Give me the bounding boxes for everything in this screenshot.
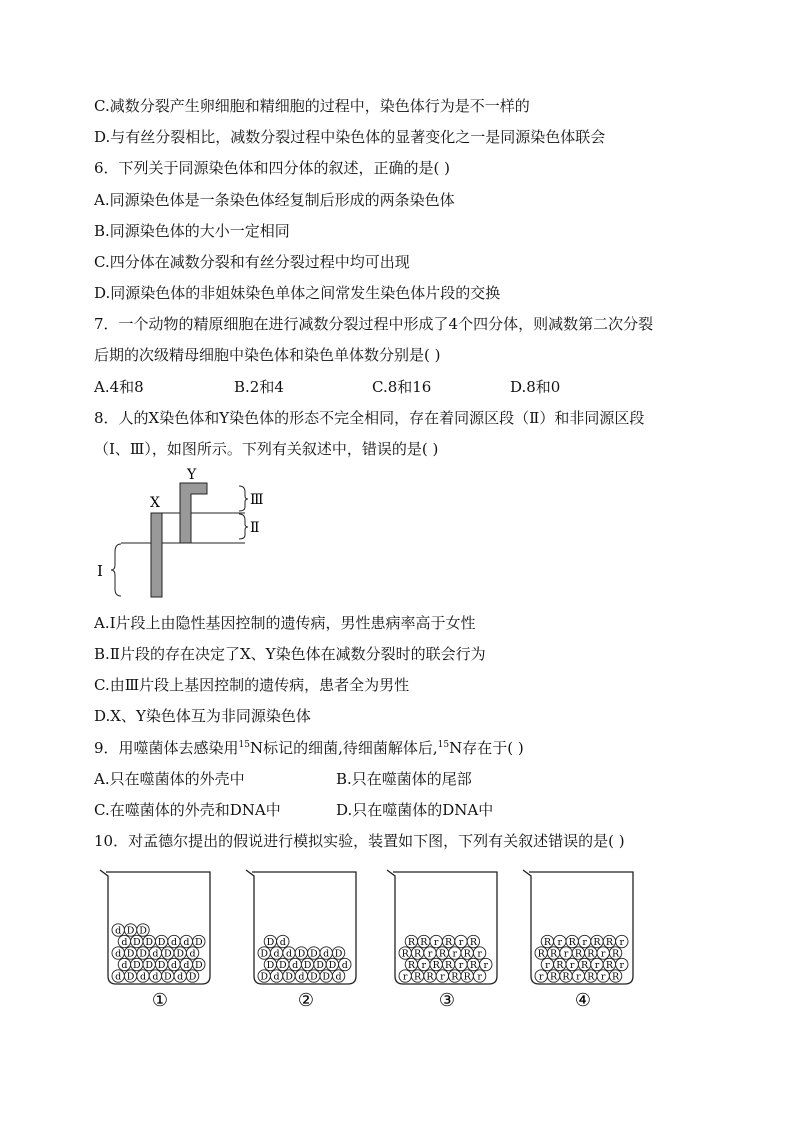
q8-stem-line2: （Ⅰ、Ⅲ），如图所示。下列有关叙述中，错误的是( ) — [94, 440, 439, 458]
region-2-label: Ⅱ — [250, 520, 260, 536]
svg-text:d: d — [121, 960, 128, 971]
svg-text:D: D — [334, 948, 343, 960]
svg-text:D: D — [260, 971, 269, 983]
ball-R — [405, 935, 417, 948]
q7-option-d: D.8和0 — [510, 378, 561, 396]
ball-R — [609, 970, 621, 983]
q9-option-d: D.只在噬菌体的DNA中 — [336, 801, 494, 819]
ball-r — [424, 947, 436, 960]
ball-d — [180, 958, 192, 971]
svg-text:D: D — [285, 971, 293, 983]
ball-d — [270, 947, 282, 960]
svg-text:d: d — [183, 937, 190, 948]
ball-D — [258, 970, 270, 983]
svg-text:d: d — [323, 948, 330, 960]
svg-text:D: D — [322, 971, 331, 983]
svg-text:D: D — [126, 925, 135, 937]
ball-D — [162, 947, 174, 960]
beakers-figure — [98, 858, 638, 1008]
svg-text:d: d — [298, 971, 305, 983]
ball-r — [541, 958, 553, 971]
ball-R — [467, 958, 479, 971]
ball-d — [149, 970, 161, 983]
beaker-4 — [523, 870, 633, 1008]
svg-text:D: D — [309, 971, 318, 983]
xy-chromosome-figure — [90, 465, 290, 605]
ball-d — [149, 947, 161, 960]
svg-text:R: R — [469, 960, 477, 971]
ball-R — [436, 947, 448, 960]
q8-stem-line1: 8．人的X染色体和Y染色体的形态不完全相同，存在着同源区段（Ⅱ）和非同源区段 — [94, 409, 645, 427]
svg-text:D: D — [278, 960, 287, 971]
svg-text:R: R — [537, 948, 545, 960]
ball-r — [535, 970, 547, 983]
beaker-2 — [246, 870, 356, 1008]
ball-r — [449, 947, 461, 960]
ball-D — [332, 947, 344, 960]
ball-r — [572, 970, 584, 983]
svg-text:D: D — [139, 925, 147, 937]
q7-stem-line2: 后期的次级精母细胞中染色体和染色单体数分别是( ) — [94, 346, 441, 364]
svg-text:r: r — [545, 960, 550, 971]
svg-text:r: r — [477, 948, 482, 960]
ball-D — [143, 958, 155, 971]
svg-text:d: d — [115, 925, 122, 937]
svg-text:r: r — [600, 948, 606, 960]
svg-text:D: D — [316, 960, 324, 971]
svg-text:R: R — [587, 971, 595, 983]
beakers-svg — [98, 858, 638, 1008]
svg-text:D: D — [145, 937, 154, 948]
beaker-label-2: ② — [297, 990, 315, 1008]
svg-text:r: r — [452, 948, 458, 960]
ball-R — [541, 935, 553, 948]
ball-D — [308, 970, 320, 983]
ball-D — [143, 935, 155, 948]
ball-d — [295, 970, 307, 983]
svg-text:r: r — [538, 971, 544, 983]
q6-option-b: B.同源染色体的大小一定相同 — [94, 222, 290, 240]
ball-D — [193, 935, 205, 948]
svg-text:r: r — [477, 971, 482, 983]
svg-text:D: D — [132, 960, 141, 971]
svg-text:r: r — [427, 948, 433, 960]
q6-stem: 6．下列关于同源染色体和四分体的叙述，正确的是( ) — [94, 159, 451, 177]
ball-d — [289, 958, 301, 971]
ball-R — [424, 970, 436, 983]
svg-text:R: R — [414, 971, 422, 983]
svg-text:r: r — [619, 960, 625, 971]
svg-text:R: R — [550, 948, 558, 960]
q8-option-a: A.Ⅰ片段上由隐性基因控制的遗传病，男性患病率高于女性 — [94, 614, 476, 632]
y-chromosome-label: Y — [187, 467, 197, 483]
svg-text:D: D — [188, 971, 197, 983]
ball-R — [591, 935, 603, 948]
ball-R — [430, 958, 442, 971]
svg-text:D: D — [157, 937, 166, 948]
svg-text:d: d — [279, 937, 286, 948]
svg-text:R: R — [426, 971, 434, 983]
ball-R — [572, 947, 584, 960]
ball-d — [277, 935, 289, 948]
q9-stem-mid: N标记的细菌,待细菌解体后, — [250, 739, 438, 757]
svg-text:D: D — [303, 960, 312, 971]
svg-text:D: D — [194, 960, 203, 971]
svg-text:R: R — [543, 937, 551, 948]
ball-D — [264, 958, 276, 971]
svg-text:R: R — [587, 948, 595, 960]
beaker-1 — [100, 870, 210, 1008]
svg-text:r: r — [458, 937, 464, 948]
ball-d — [112, 947, 124, 960]
ball-R — [405, 958, 417, 971]
ball-R — [547, 970, 559, 983]
q5-option-c: C.减数分裂产生卵细胞和精细胞的过程中，染色体行为是不一样的 — [94, 97, 530, 115]
ball-r — [480, 958, 492, 971]
svg-text:D: D — [176, 948, 185, 960]
ball-d — [332, 970, 344, 983]
svg-text:r: r — [582, 937, 587, 948]
q9-option-a: A.只在噬菌体的外壳中 — [94, 770, 245, 788]
svg-text:D: D — [163, 971, 172, 983]
svg-text:r: r — [619, 937, 625, 948]
svg-text:d: d — [189, 948, 196, 960]
q7-option-a: A.4和8 — [94, 378, 144, 396]
svg-text:d: d — [115, 948, 122, 960]
svg-text:D: D — [297, 948, 306, 960]
ball-r — [436, 970, 448, 983]
ball-D — [131, 935, 143, 948]
ball-d — [118, 935, 130, 948]
svg-text:r: r — [557, 937, 563, 948]
svg-text:r: r — [402, 971, 408, 983]
ball-D — [124, 970, 136, 983]
ball-R — [603, 958, 615, 971]
beaker-label-3: ③ — [438, 990, 456, 1008]
svg-text:d: d — [341, 960, 348, 971]
ball-d — [118, 958, 130, 971]
ball-r — [554, 935, 566, 948]
svg-text:d: d — [170, 937, 178, 948]
q7-option-b: B.2和4 — [234, 378, 284, 396]
svg-text:d: d — [121, 937, 128, 948]
ball-D — [301, 958, 313, 971]
svg-text:D: D — [266, 937, 275, 948]
ball-D — [264, 935, 276, 948]
ball-r — [455, 935, 467, 948]
svg-text:d: d — [139, 971, 147, 983]
svg-text:d: d — [292, 960, 299, 971]
ball-R — [411, 970, 423, 983]
svg-text:r: r — [440, 971, 445, 983]
ball-D — [174, 947, 186, 960]
ball-d — [339, 958, 351, 971]
svg-text:r: r — [433, 937, 439, 948]
ball-D — [314, 958, 326, 971]
q8-option-c: C.由Ⅲ片段上基因控制的遗传病，患者全为男性 — [94, 676, 410, 694]
svg-text:r: r — [458, 960, 464, 971]
svg-text:R: R — [451, 971, 459, 983]
ball-R — [566, 935, 578, 948]
beaker-3 — [387, 870, 497, 1008]
ball-r — [560, 947, 572, 960]
ball-D — [124, 924, 136, 937]
ball-r — [418, 958, 430, 971]
ball-d — [320, 947, 332, 960]
svg-text:d: d — [183, 960, 190, 971]
svg-text:R: R — [463, 971, 471, 983]
region-1-label: Ⅰ — [97, 562, 103, 580]
svg-text:d: d — [335, 971, 342, 983]
ball-r — [455, 958, 467, 971]
ball-r — [473, 947, 485, 960]
ball-R — [603, 935, 615, 948]
ball-R — [399, 947, 411, 960]
ball-D — [137, 924, 149, 937]
ball-D — [162, 970, 174, 983]
svg-text:D: D — [126, 948, 135, 960]
ball-R — [418, 935, 430, 948]
q9-stem-pre: 9．用噬菌体去感染用 — [94, 739, 239, 757]
svg-text:D: D — [126, 971, 135, 983]
svg-text:R: R — [420, 937, 428, 948]
ball-R — [442, 958, 454, 971]
q9-option-c: C.在噬菌体的外壳和DNA中 — [94, 801, 281, 819]
ball-R — [535, 947, 547, 960]
svg-text:d: d — [152, 948, 159, 960]
svg-text:R: R — [574, 948, 582, 960]
beaker-label-1: ① — [151, 990, 169, 1008]
svg-text:R: R — [432, 960, 440, 971]
svg-text:D: D — [309, 948, 318, 960]
q9-stem — [94, 737, 524, 759]
svg-text:R: R — [407, 937, 415, 948]
q9-stem-post: N存在于( ) — [449, 739, 524, 757]
ball-r — [566, 958, 578, 971]
q7-option-c: C.8和16 — [372, 378, 432, 396]
ball-D — [155, 958, 167, 971]
ball-R — [449, 970, 461, 983]
svg-text:R: R — [612, 948, 620, 960]
ball-r — [578, 935, 590, 948]
ball-r — [616, 935, 628, 948]
q6-option-c: C.四分体在减数分裂和有丝分裂过程中均可出现 — [94, 253, 410, 271]
ball-d — [270, 970, 282, 983]
svg-text:d: d — [273, 948, 280, 960]
svg-text:r: r — [594, 960, 600, 971]
q6-option-a: A.同源染色体是一条染色体经复制后形成的两条染色体 — [94, 191, 455, 209]
ball-d — [168, 935, 180, 948]
svg-text:R: R — [556, 960, 564, 971]
ball-R — [411, 947, 423, 960]
ball-D — [283, 970, 295, 983]
ball-r — [399, 970, 411, 983]
beaker-label-4: ④ — [574, 990, 592, 1008]
svg-text:R: R — [605, 960, 613, 971]
ball-R — [554, 958, 566, 971]
svg-text:d: d — [170, 960, 178, 971]
svg-text:D: D — [328, 960, 337, 971]
ball-d — [168, 958, 180, 971]
svg-text:R: R — [414, 948, 422, 960]
ball-d — [180, 935, 192, 948]
svg-text:d: d — [177, 971, 184, 983]
svg-text:R: R — [445, 960, 453, 971]
ball-R — [585, 970, 597, 983]
svg-text:R: R — [550, 971, 558, 983]
svg-text:R: R — [445, 937, 453, 948]
ball-D — [155, 935, 167, 948]
q9-option-b: B.只在噬菌体的尾部 — [336, 770, 472, 788]
svg-text:d: d — [273, 971, 280, 983]
svg-text:r: r — [576, 971, 581, 983]
svg-text:D: D — [139, 948, 147, 960]
q6-option-d: D.同源染色体的非姐妹染色单体之间常发生染色体片段的交换 — [94, 284, 501, 302]
ball-R — [547, 947, 559, 960]
ball-D — [258, 947, 270, 960]
ball-D — [326, 958, 338, 971]
ball-d — [186, 947, 198, 960]
q9-isotope-sup-2: 15 — [437, 740, 450, 750]
svg-text:R: R — [605, 937, 613, 948]
ball-R — [585, 947, 597, 960]
svg-text:r: r — [563, 948, 569, 960]
x-chromosome-label: X — [150, 495, 160, 511]
ball-D — [295, 947, 307, 960]
svg-text:r: r — [421, 960, 427, 971]
ball-d — [283, 947, 295, 960]
ball-R — [578, 958, 590, 971]
svg-text:R: R — [562, 971, 570, 983]
svg-text:R: R — [438, 948, 446, 960]
svg-text:R: R — [407, 960, 415, 971]
svg-text:R: R — [612, 971, 620, 983]
q8-option-b: B.Ⅱ片段的存在决定了X、Y染色体在减数分裂时的联会行为 — [94, 645, 486, 663]
q7-stem-line1: 7．一个动物的精原细胞在进行减数分裂过程中形成了4个四分体，则减数第二次分裂 — [94, 315, 654, 333]
ball-r — [616, 958, 628, 971]
svg-text:r: r — [600, 971, 606, 983]
svg-text:r: r — [483, 960, 489, 971]
svg-text:d: d — [115, 971, 122, 983]
svg-text:r: r — [569, 960, 575, 971]
ball-D — [137, 947, 149, 960]
ball-D — [193, 958, 205, 971]
svg-text:D: D — [163, 948, 172, 960]
svg-text:R: R — [401, 948, 409, 960]
svg-text:R: R — [581, 960, 589, 971]
ball-R — [461, 947, 473, 960]
ball-r — [473, 970, 485, 983]
svg-text:R: R — [568, 937, 576, 948]
ball-d — [112, 970, 124, 983]
q10-stem: 10．对孟德尔提出的假说进行模拟实验，装置如下图，下列有关叙述错误的是( ) — [94, 832, 625, 850]
svg-text:D: D — [260, 948, 269, 960]
q9-isotope-sup-1: 15 — [238, 740, 250, 750]
svg-text:D: D — [266, 960, 275, 971]
ball-r — [597, 947, 609, 960]
ball-D — [131, 958, 143, 971]
ball-D — [277, 958, 289, 971]
ball-R — [560, 970, 572, 983]
ball-D — [320, 970, 332, 983]
ball-r — [597, 970, 609, 983]
svg-text:R: R — [593, 937, 601, 948]
ball-d — [112, 924, 124, 937]
svg-text:D: D — [145, 960, 154, 971]
ball-R — [609, 947, 621, 960]
ball-r — [430, 935, 442, 948]
svg-text:D: D — [194, 937, 203, 948]
ball-r — [591, 958, 603, 971]
svg-text:d: d — [285, 948, 293, 960]
svg-text:R: R — [463, 948, 471, 960]
ball-R — [442, 935, 454, 948]
ball-R — [467, 935, 479, 948]
svg-text:d: d — [152, 971, 159, 983]
ball-D — [186, 970, 198, 983]
region-3-label: Ⅲ — [250, 492, 264, 508]
ball-d — [137, 970, 149, 983]
ball-R — [461, 970, 473, 983]
svg-text:R: R — [469, 937, 477, 948]
ball-D — [124, 947, 136, 960]
ball-D — [308, 947, 320, 960]
q8-option-d: D.X、Y染色体互为非同源染色体 — [94, 707, 311, 725]
q5-option-d: D.与有丝分裂相比，减数分裂过程中染色体的显著变化之一是同源染色体联会 — [94, 128, 606, 146]
svg-text:D: D — [157, 960, 166, 971]
ball-d — [174, 970, 186, 983]
svg-text:D: D — [132, 937, 141, 948]
